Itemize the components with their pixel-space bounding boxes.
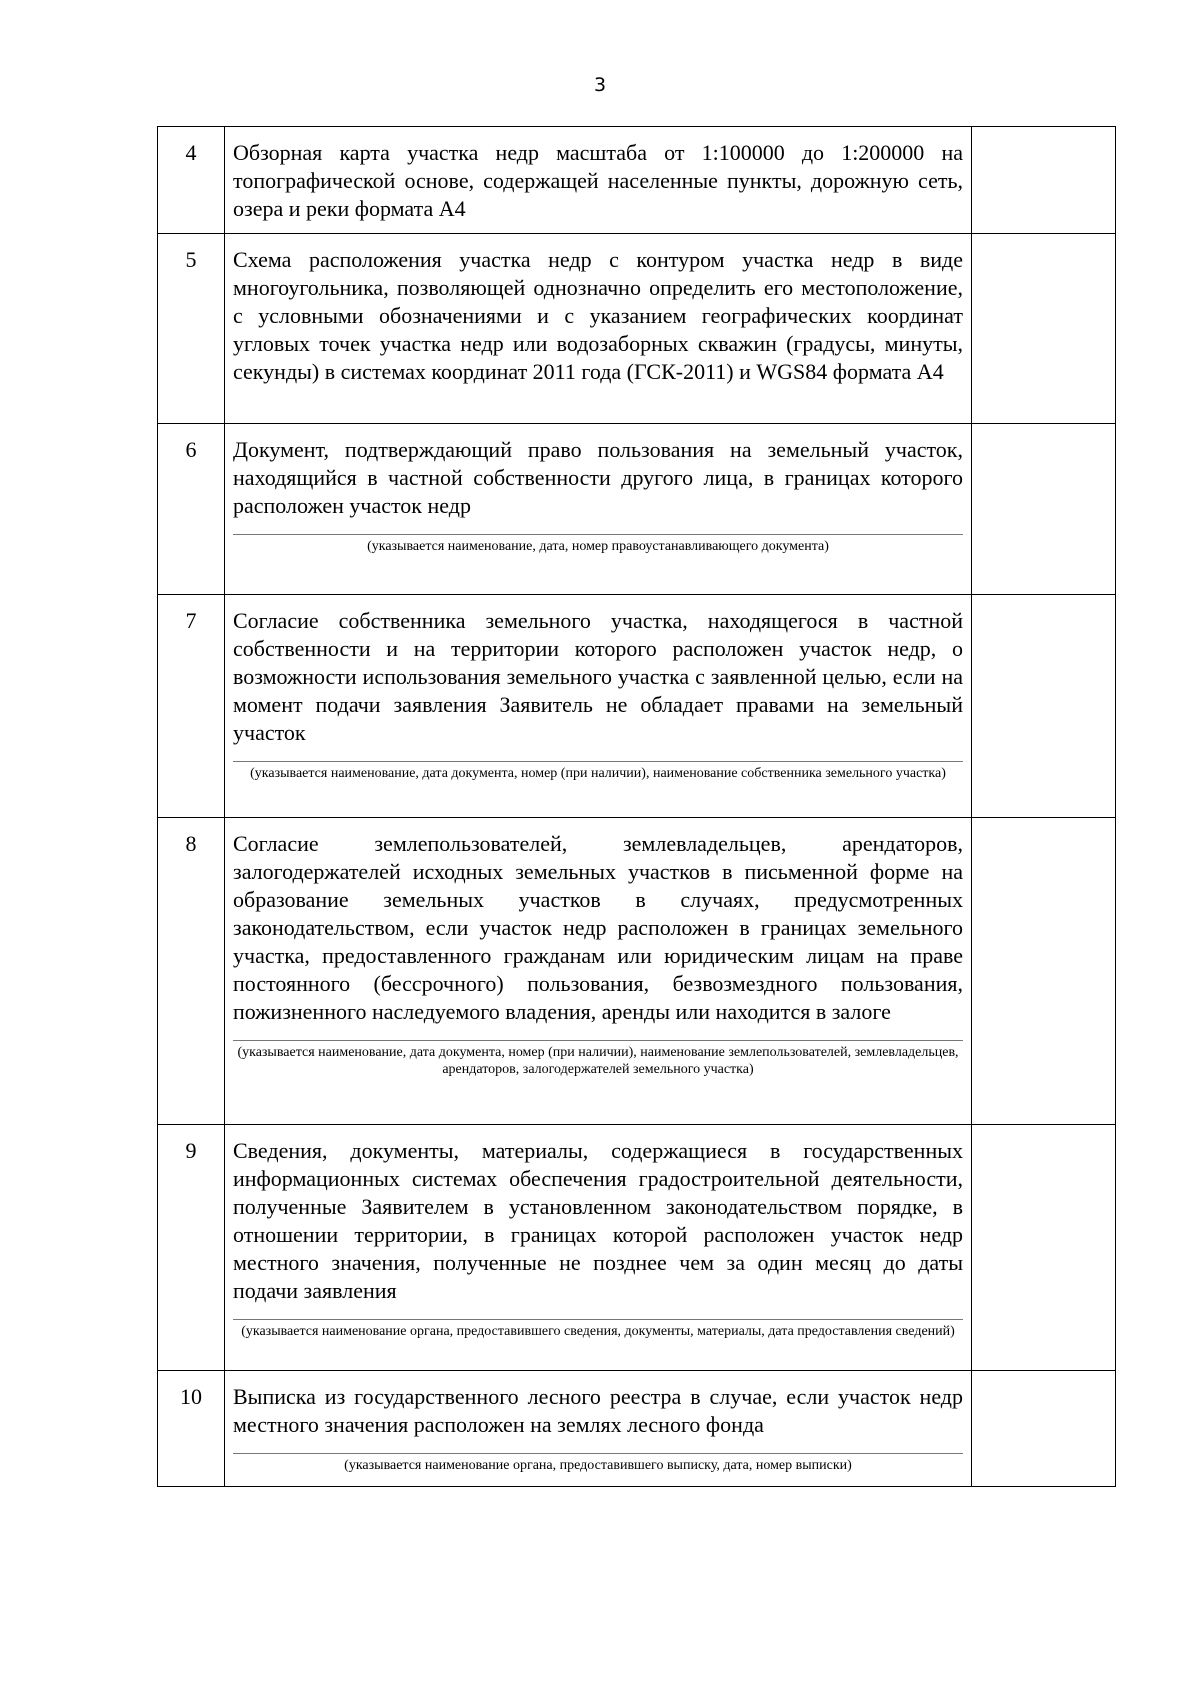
row-description-cell — [225, 1125, 972, 1371]
row-caption: (указывается наименование, дата документа, номер (при наличии), наименование землепользователей, землевладельцев, арендаторов, залогодержателей земельного участка) — [237, 1045, 959, 1077]
caption-block — [233, 1453, 963, 1474]
row-number: 10 — [158, 1371, 225, 1487]
caption-block — [233, 1040, 963, 1078]
row-description-cell — [225, 234, 972, 424]
caption-block — [233, 761, 963, 782]
row-description-cell — [225, 1371, 972, 1487]
row-caption: (указывается наименование, дата, номер правоустанавливающего документа) — [367, 539, 829, 554]
row-mark-cell — [972, 1371, 1116, 1487]
row-caption: (указывается наименование, дата документа, номер (при наличии), наименование собственника земельного участка) — [250, 766, 946, 781]
row-number: 6 — [158, 424, 225, 595]
row-mark-cell — [972, 424, 1116, 595]
caption-block — [233, 1319, 963, 1340]
row-description-cell — [225, 595, 972, 818]
table-row — [158, 1125, 1116, 1371]
row-mark-cell — [972, 1125, 1116, 1371]
row-description: Документ, подтверждающий право пользования на земельный участок, находящийся в частной собственности другого лица, в границах которого расположен участок недр — [233, 437, 963, 518]
caption-block — [233, 534, 963, 555]
row-mark-cell — [972, 127, 1116, 234]
row-description-cell — [225, 424, 972, 595]
table-row — [158, 595, 1116, 818]
table-row — [158, 818, 1116, 1125]
row-caption: (указывается наименование органа, предоставившего сведения, документы, материалы, дата предоставления сведений) — [241, 1324, 955, 1339]
row-description: Сведения, документы, материалы, содержащиеся в государственных информационных системах обеспечения градостроительной деятельности, полученные Заявителем в установленном законодательством порядке, в отношении территории, в границах которой расположен участок недр местного значения, полученные не позднее чем за один месяц до даты подачи заявления — [233, 1138, 963, 1303]
row-description: Согласие собственника земельного участка, находящегося в частной собственности и на территории которого расположен участок недр, о возможности использования земельного участка с заявленной целью, если на момент подачи заявления Заявитель не обладает правами на земельный участок — [233, 608, 963, 745]
row-caption: (указывается наименование органа, предоставившего выписку, дата, номер выписки) — [344, 1458, 852, 1473]
row-description: Согласие землепользователей, землевладельцев, арендаторов, залогодержателей исходных земельных участков в письменной форме на образование земельных участков в случаях, предусмотренных законодательством, если участок недр расположен в границах земельного участка, предоставленного гражданам или юридическим лицам на праве постоянного (бессрочного) пользования, безвозмездного пользования, пожизненного наследуемого владения, аренды или находится в залоге — [233, 831, 963, 1024]
row-number: 9 — [158, 1125, 225, 1371]
page-number: 3 — [593, 74, 607, 96]
row-number: 8 — [158, 818, 225, 1125]
row-mark-cell — [972, 595, 1116, 818]
table-row — [158, 1371, 1116, 1487]
table-row — [158, 234, 1116, 424]
row-mark-cell — [972, 818, 1116, 1125]
row-number: 4 — [158, 127, 225, 234]
table-row — [158, 127, 1116, 234]
row-description-cell — [225, 818, 972, 1125]
table-row — [158, 424, 1116, 595]
row-description: Обзорная карта участка недр масштаба от 1:100000 до 1:200000 на топографической основе, содержащей населенные пункты, дорожную сеть, озера и реки формата А4 — [233, 140, 963, 221]
row-mark-cell — [972, 234, 1116, 424]
documents-table — [157, 126, 1116, 1487]
row-description: Схема расположения участка недр с контуром участка недр в виде многоугольника, позволяющей однозначно определить его местоположение, с условными обозначениями и с указанием географических координат угловых точек участка недр или водозаборных скважин (градусы, минуты, секунды) в системах координат 2011 года (ГСК-2011) и WGS84 формата А4 — [233, 247, 963, 384]
row-number: 5 — [158, 234, 225, 424]
row-description-cell — [225, 127, 972, 234]
row-description: Выписка из государственного лесного реестра в случае, если участок недр местного значения расположен на землях лесного фонда — [233, 1384, 963, 1437]
row-number: 7 — [158, 595, 225, 818]
